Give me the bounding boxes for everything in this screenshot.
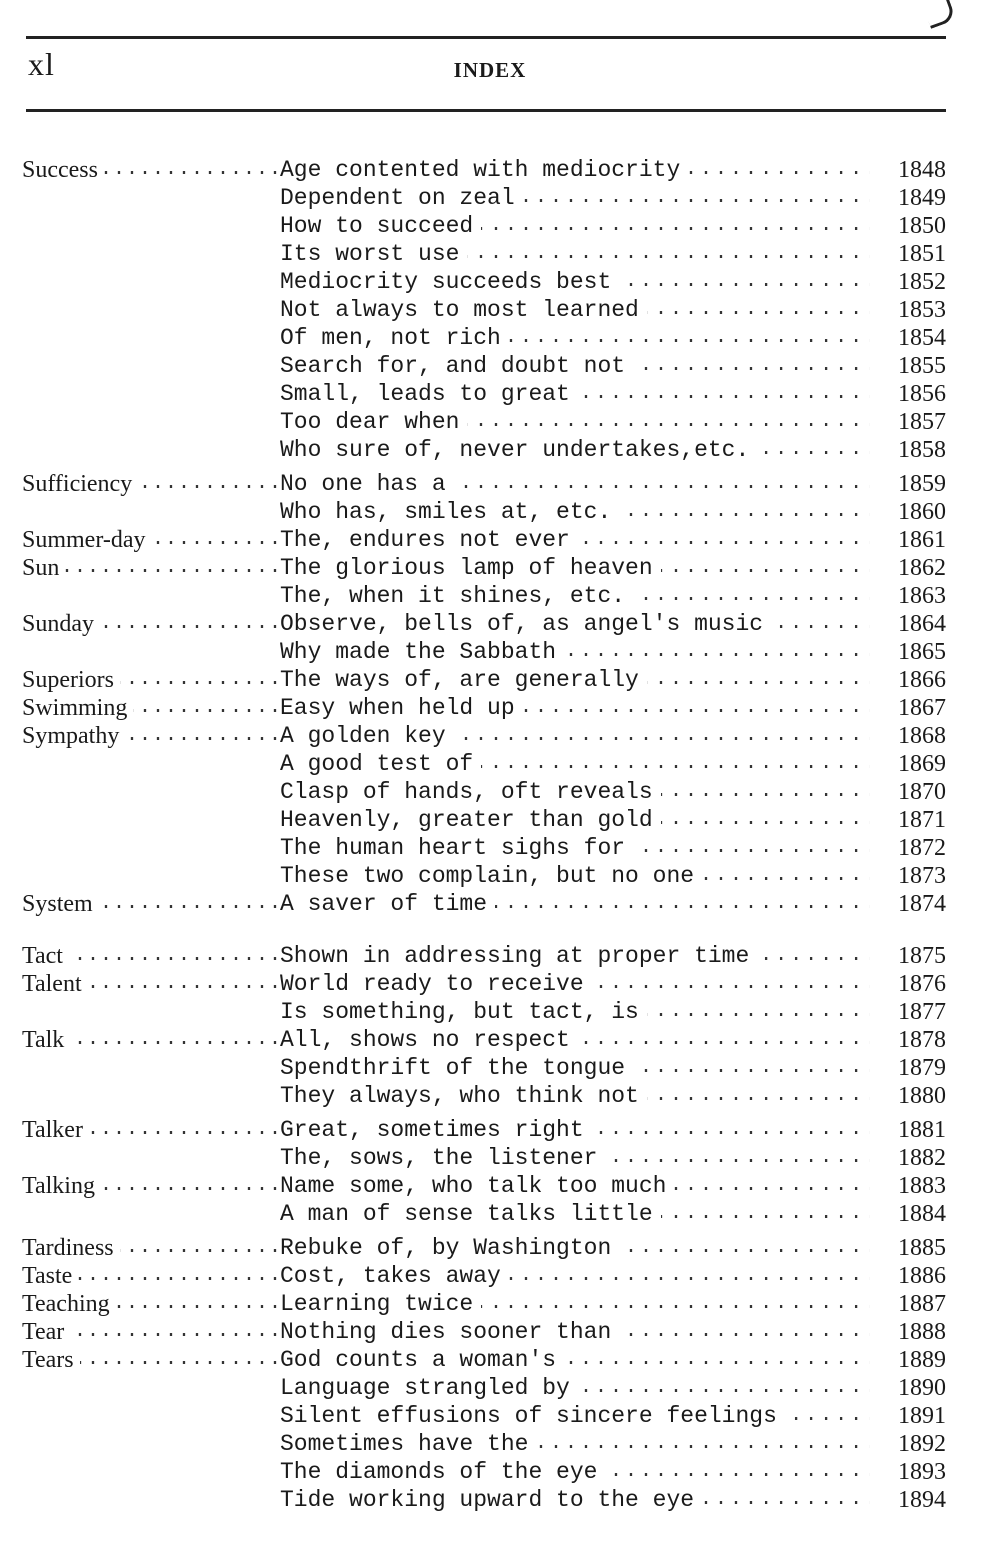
entry-description (280, 638, 870, 666)
entry-description-text: Silent effusions of sincere feelings (280, 1403, 785, 1429)
entry-heading: Tact (22, 942, 69, 970)
entry-description (280, 1346, 870, 1374)
entry-number: 1872 (898, 835, 946, 861)
entry-description-text: Who has, smiles at, etc. (280, 499, 619, 525)
entry-number: 1849 (898, 185, 946, 211)
index-entry (0, 1430, 1000, 1458)
entry-number: 1864 (898, 611, 946, 637)
entry-description (280, 352, 870, 380)
index-entry (0, 554, 1000, 582)
entry-number: 1873 (898, 863, 946, 889)
entry-heading: Teaching (22, 1290, 116, 1318)
entry-description-text: The ways of, are generally (280, 667, 647, 693)
entry-number: 1881 (898, 1117, 946, 1143)
entry-description (280, 666, 870, 694)
index-entry (0, 268, 1000, 296)
index-entry (0, 722, 1000, 750)
index-entry (0, 998, 1000, 1026)
corner-mark (923, 0, 957, 29)
entry-number: 1855 (898, 353, 946, 379)
entry-description (280, 582, 870, 610)
entry-description (280, 834, 870, 862)
index-entry (0, 778, 1000, 806)
index-entry (0, 610, 1000, 638)
index-entry (0, 296, 1000, 324)
entry-description-text: How to succeed (280, 213, 481, 239)
index-entry (0, 184, 1000, 212)
entry-description-text: A saver of time (280, 891, 495, 917)
entry-number: 1877 (898, 999, 946, 1025)
entry-description-text: Rebuke of, by Washington (280, 1235, 619, 1261)
entry-heading: Summer-day (22, 526, 152, 554)
entry-description (280, 970, 870, 998)
entry-number: 1863 (898, 583, 946, 609)
index-entry (0, 436, 1000, 464)
entry-description-text: The, endures not ever (280, 527, 578, 553)
entry-number: 1886 (898, 1263, 946, 1289)
entry-description (280, 1262, 870, 1290)
entry-number: 1853 (898, 297, 946, 323)
entry-description (280, 436, 870, 464)
entry-description (280, 296, 870, 324)
entry-description (280, 268, 870, 296)
entry-description (280, 1234, 870, 1262)
index-entry (0, 1172, 1000, 1200)
entry-description-text: Clasp of hands, oft reveals (280, 779, 661, 805)
entry-description-text: All, shows no respect (280, 1027, 578, 1053)
index-entry (0, 498, 1000, 526)
entry-heading: Sufficiency (22, 470, 138, 498)
entry-heading: Talking (22, 1172, 101, 1200)
entry-number: 1861 (898, 527, 946, 553)
entry-description-text: Name some, who talk too much (280, 1173, 674, 1199)
index-entries (0, 156, 1000, 1514)
index-entry (0, 638, 1000, 666)
page-folio: xl (28, 46, 55, 82)
bottom-rule (26, 109, 946, 112)
entry-description-text: Spendthrift of the tongue (280, 1055, 633, 1081)
entry-number: 1866 (898, 667, 946, 693)
page-title: INDEX (453, 58, 527, 82)
index-entry (0, 942, 1000, 970)
entry-number: 1871 (898, 807, 946, 833)
entry-description-text: Easy when held up (280, 695, 523, 721)
entry-description-text: They always, who think not (280, 1083, 647, 1109)
entry-number: 1874 (898, 891, 946, 917)
entry-number: 1885 (898, 1235, 946, 1261)
entry-number: 1865 (898, 639, 946, 665)
entry-description-text: These two complain, but no one (280, 863, 702, 889)
entry-number: 1890 (898, 1375, 946, 1401)
index-entry (0, 1200, 1000, 1228)
entry-description-text: Its worst use (280, 241, 467, 267)
index-entry (0, 408, 1000, 436)
index-entry (0, 352, 1000, 380)
entry-description (280, 998, 870, 1026)
entry-number: 1887 (898, 1291, 946, 1317)
entry-description (280, 610, 870, 638)
entry-description (280, 1116, 870, 1144)
entry-description-text: Shown in addressing at proper time (280, 943, 757, 969)
entry-description (280, 1374, 870, 1402)
entry-description-text: A good test of (280, 751, 481, 777)
entry-number: 1848 (898, 157, 946, 183)
entry-description (280, 1290, 870, 1318)
entry-number: 1860 (898, 499, 946, 525)
entry-number: 1869 (898, 751, 946, 777)
entry-number: 1879 (898, 1055, 946, 1081)
entry-number: 1888 (898, 1319, 946, 1345)
entry-description (280, 1172, 870, 1200)
entry-description (280, 526, 870, 554)
entry-description-text: Not always to most learned (280, 297, 647, 323)
index-entry (0, 694, 1000, 722)
entry-description-text: Age contented with mediocrity (280, 157, 688, 183)
entry-number: 1854 (898, 325, 946, 351)
index-entry (0, 970, 1000, 998)
entry-number: 1851 (898, 241, 946, 267)
entry-description (280, 750, 870, 778)
index-entry (0, 1082, 1000, 1110)
entry-description-text: Too dear when (280, 409, 467, 435)
entry-description (280, 470, 870, 498)
entry-description (280, 1200, 870, 1228)
entry-description-text: God counts a woman's (280, 1347, 564, 1373)
entry-heading: Superiors (22, 666, 120, 694)
index-entry (0, 1346, 1000, 1374)
entry-description-text: Language strangled by (280, 1375, 578, 1401)
entry-description (280, 806, 870, 834)
entry-description (280, 184, 870, 212)
entry-description (280, 1486, 870, 1514)
index-entry (0, 240, 1000, 268)
entry-description (280, 324, 870, 352)
index-entry (0, 1234, 1000, 1262)
entry-number: 1882 (898, 1145, 946, 1171)
index-entry (0, 1116, 1000, 1144)
entry-description-text: Great, sometimes right (280, 1117, 592, 1143)
entry-description (280, 1054, 870, 1082)
entry-description (280, 1144, 870, 1172)
entry-number: 1884 (898, 1201, 946, 1227)
index-entry (0, 806, 1000, 834)
entry-heading: Tardiness (22, 1234, 120, 1262)
entry-description-text: Observe, bells of, as angel's music (280, 611, 771, 637)
entry-description-text: Why made the Sabbath (280, 639, 564, 665)
entry-number: 1891 (898, 1403, 946, 1429)
entry-number: 1852 (898, 269, 946, 295)
entry-description-text: Of men, not rich (280, 325, 509, 351)
entry-number: 1880 (898, 1083, 946, 1109)
entry-heading: Taste (22, 1262, 78, 1290)
entry-description-text: Cost, takes away (280, 1263, 509, 1289)
index-entry (0, 1374, 1000, 1402)
entry-description (280, 722, 870, 750)
entry-description (280, 1082, 870, 1110)
entry-description (280, 1402, 870, 1430)
entry-description (280, 1026, 870, 1054)
index-entry (0, 380, 1000, 408)
entry-number: 1892 (898, 1431, 946, 1457)
entry-heading: Tear (22, 1318, 70, 1346)
entry-heading: System (22, 890, 99, 918)
entry-number: 1876 (898, 971, 946, 997)
index-entry (0, 862, 1000, 890)
entry-number: 1859 (898, 471, 946, 497)
entry-number: 1889 (898, 1347, 946, 1373)
entry-description-text: Search for, and doubt not (280, 353, 633, 379)
entry-description-text: Is something, but tact, is (280, 999, 647, 1025)
entry-heading: Swimming (22, 694, 133, 722)
entry-description-text: Tide working upward to the eye (280, 1487, 702, 1513)
entry-description (280, 778, 870, 806)
index-entry (0, 1486, 1000, 1514)
entry-description (280, 1430, 870, 1458)
entry-description-text: World ready to receive (280, 971, 592, 997)
entry-number: 1875 (898, 943, 946, 969)
entry-description-text: No one has a (280, 471, 454, 497)
index-entry (0, 750, 1000, 778)
index-entry (0, 582, 1000, 610)
index-entry (0, 1026, 1000, 1054)
entry-number: 1894 (898, 1487, 946, 1513)
entry-description (280, 942, 870, 970)
entry-description (280, 498, 870, 526)
index-entry (0, 156, 1000, 184)
index-entry (0, 1318, 1000, 1346)
entry-description-text: Mediocrity succeeds best (280, 269, 619, 295)
index-entry (0, 1144, 1000, 1172)
entry-description (280, 380, 870, 408)
entry-number: 1878 (898, 1027, 946, 1053)
entry-description-text: The, when it shines, etc. (280, 583, 633, 609)
entry-number: 1867 (898, 695, 946, 721)
entry-description-text: Small, leads to great (280, 381, 578, 407)
index-entry (0, 1262, 1000, 1290)
entry-description-text: The glorious lamp of heaven (280, 555, 661, 581)
entry-description (280, 212, 870, 240)
entry-number: 1857 (898, 409, 946, 435)
index-entry (0, 1402, 1000, 1430)
entry-description-text: The, sows, the listener (280, 1145, 605, 1171)
entry-heading: Tears (22, 1346, 80, 1374)
entry-heading: Talker (22, 1116, 89, 1144)
entry-heading: Success (22, 156, 104, 184)
index-entry (0, 1458, 1000, 1486)
entry-description-text: Heavenly, greater than gold (280, 807, 661, 833)
index-entry (0, 890, 1000, 918)
entry-number: 1868 (898, 723, 946, 749)
entry-number: 1883 (898, 1173, 946, 1199)
entry-description-text: The diamonds of the eye (280, 1459, 605, 1485)
entry-number: 1858 (898, 437, 946, 463)
index-entry (0, 1290, 1000, 1318)
entry-heading: Talent (22, 970, 88, 998)
entry-description (280, 408, 870, 436)
entry-description-text: Learning twice (280, 1291, 481, 1317)
entry-description (280, 1318, 870, 1346)
entry-description (280, 862, 870, 890)
index-entry (0, 212, 1000, 240)
entry-description-text: Dependent on zeal (280, 185, 523, 211)
index-entry (0, 470, 1000, 498)
entry-description-text: Nothing dies sooner than (280, 1319, 619, 1345)
index-entry (0, 324, 1000, 352)
index-entry (0, 1054, 1000, 1082)
entry-number: 1870 (898, 779, 946, 805)
entry-description-text: A golden key (280, 723, 454, 749)
entry-description-text: Who sure of, never undertakes,etc. (280, 437, 757, 463)
entry-description (280, 156, 870, 184)
entry-heading: Talk (22, 1026, 70, 1054)
index-entry (0, 834, 1000, 862)
entry-description-text: The human heart sighs for (280, 835, 633, 861)
entry-heading: Sun (22, 554, 65, 582)
entry-heading: Sunday (22, 610, 100, 638)
index-entry (0, 526, 1000, 554)
entry-description (280, 554, 870, 582)
entry-heading: Sympathy (22, 722, 125, 750)
entry-number: 1862 (898, 555, 946, 581)
entry-number: 1850 (898, 213, 946, 239)
entry-description (280, 1458, 870, 1486)
entry-number: 1856 (898, 381, 946, 407)
entry-number: 1893 (898, 1459, 946, 1485)
entry-description (280, 240, 870, 268)
entry-description-text: Sometimes have the (280, 1431, 536, 1457)
top-rule (26, 36, 946, 39)
index-entry (0, 666, 1000, 694)
entry-description-text: A man of sense talks little (280, 1201, 661, 1227)
entry-description (280, 890, 870, 918)
entry-description (280, 694, 870, 722)
